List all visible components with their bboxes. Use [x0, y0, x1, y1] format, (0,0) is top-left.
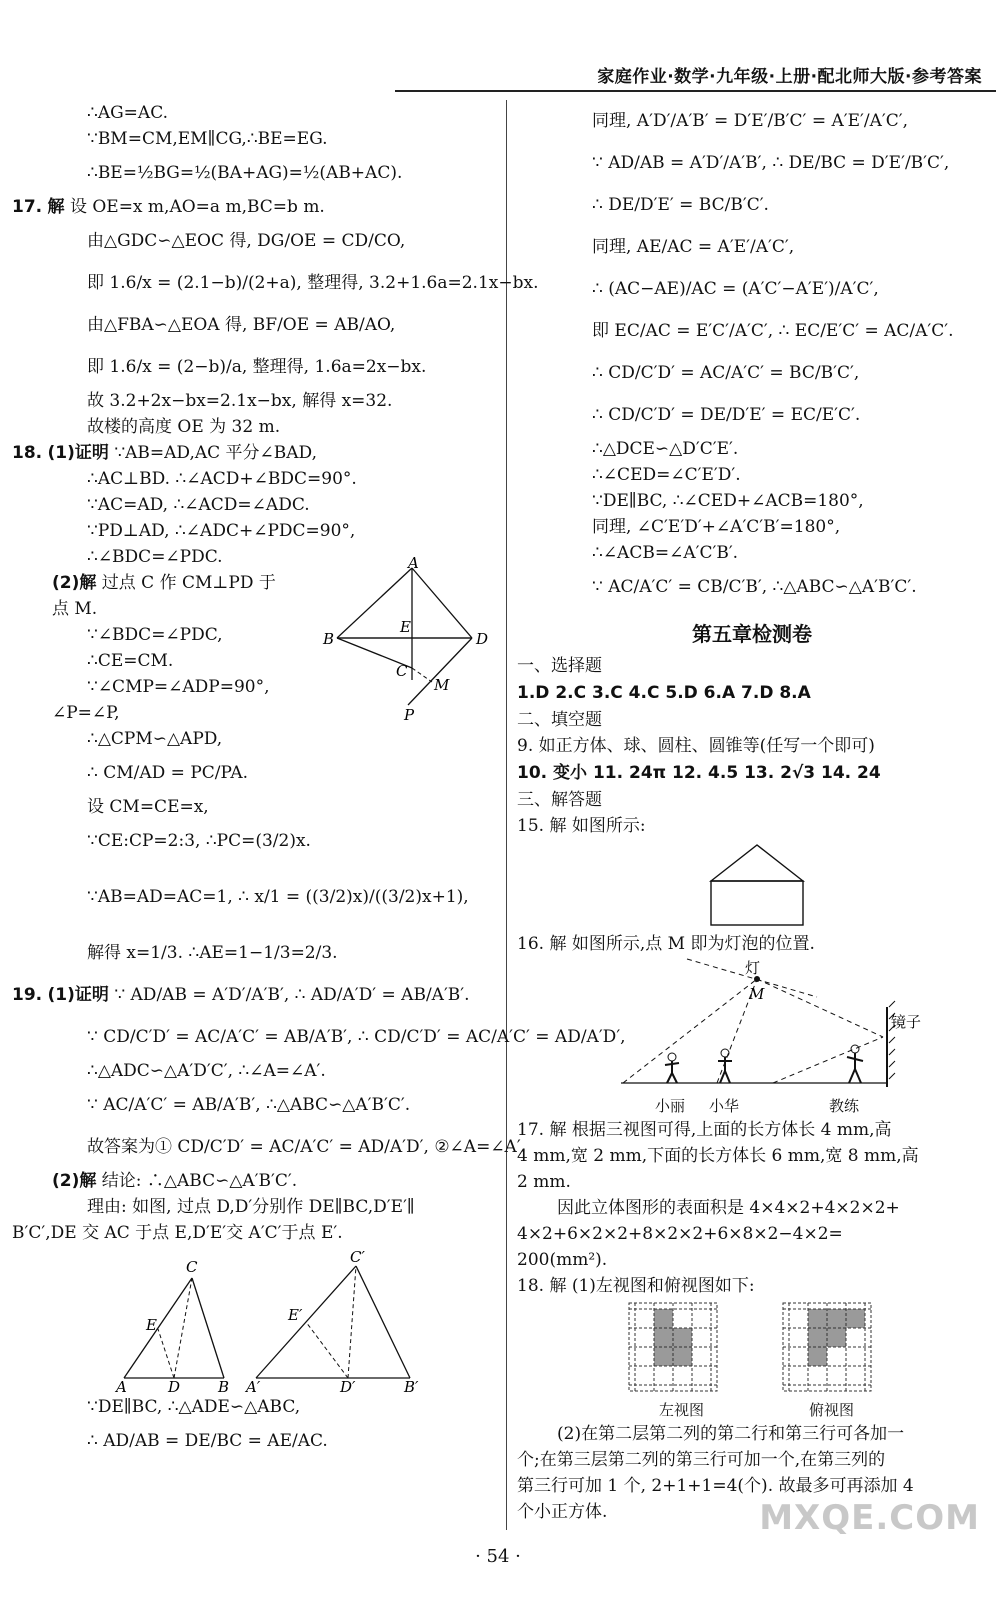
q16-mirror-label: 镜子	[891, 1013, 922, 1031]
fig-label-d-prime: D′	[340, 1378, 356, 1396]
fig-label-b: B	[323, 630, 335, 648]
watermark-logo: MXQE.COM	[759, 1498, 980, 1538]
fig-label-c-prime: C′	[350, 1248, 365, 1266]
text-line: 解得 x=1/3. ∴AE=1−1/3=2/3.	[87, 943, 338, 963]
text-line: 第三行可加 1 个, 2+1+1=4(个). 故最多可再添加 4	[517, 1476, 914, 1496]
text-line: ∵AB=AD,AC 平分∠BAD,	[114, 443, 317, 463]
grid-filled-cell	[808, 1309, 827, 1328]
fig-label-e: E	[146, 1316, 157, 1334]
q18-geometry-figure	[322, 554, 489, 724]
text-line: 由△FBA∽△EOA 得, BF/OE = AB/AO,	[87, 315, 396, 335]
text-line: ∵AB=AD=AC=1, ∴ x/1 = ((3/2)x)/((3/2)x+1),	[87, 887, 469, 907]
text-line: ∵ AC/A′C′ = AB/A′B′, ∴△ABC∽△A′B′C′.	[87, 1095, 411, 1115]
text-line: 即 EC/AC = E′C′/A′C′, ∴ EC/E′C′ = AC/A′C′.	[592, 321, 954, 341]
text-line: ∴∠BDC=∠PDC.	[87, 547, 223, 567]
text-line: ∴ CD/C′D′ = DE/D′E′ = EC/E′C′.	[592, 405, 861, 425]
q18-grid-captions	[517, 1399, 987, 1421]
right-column	[517, 100, 987, 1525]
page-header: 家庭作业·数学·九年级·上册·配北师大版·参考答案	[597, 67, 982, 87]
q16-line: 16. 解 如图所示,点 M 即为灯泡的位置.	[517, 934, 815, 954]
text-line: 200(mm²).	[517, 1250, 608, 1270]
subsection-heading: 二、填空题	[517, 710, 602, 730]
text-line: 4 mm,宽 2 mm,下面的长方体长 6 mm,宽 8 mm,高	[517, 1146, 919, 1166]
grid-filled-cell	[827, 1328, 846, 1347]
text-line: 同理, ∠C′E′D′+∠A′C′B′=180°,	[592, 517, 841, 537]
fig-label-c: C	[396, 662, 408, 680]
text-line: 设 OE=x m,AO=a m,BC=b m.	[69, 197, 325, 217]
text-line: ∴AC⊥BD. ∴∠ACD+∠BDC=90°.	[87, 469, 357, 489]
q18-number: 18.	[12, 443, 43, 463]
text-line: 同理, A′D′/A′B′ = D′E′/B′C′ = A′E′/A′C′,	[592, 111, 909, 131]
q18-header	[12, 440, 496, 466]
text-line: 即 1.6/x = (2−b)/a, 整理得, 1.6a=2x−bx.	[87, 357, 427, 377]
fig-label-a: A	[408, 554, 419, 572]
text-line: ∴ CD/C′D′ = AC/A′C′ = BC/B′C′,	[592, 363, 860, 383]
q18-line: 18. 解 (1)左视图和俯视图如下:	[517, 1276, 755, 1296]
text-line: (2)在第二层第二列的第二行和第三行可各加一	[557, 1424, 905, 1444]
fig-label-d: D	[168, 1378, 181, 1396]
grid-filled-cell	[808, 1347, 827, 1366]
q16-lamp-label: 灯	[745, 959, 761, 977]
q18-view-grids	[517, 1299, 987, 1399]
fig-label-d: D	[476, 630, 489, 648]
fig-label-b-prime: B′	[404, 1378, 419, 1396]
text-line: 因此立体图形的表面积是 4×4×2+4×2×2+	[557, 1198, 900, 1218]
text-line: ∵DE∥BC, ∴∠CED+∠ACB=180°,	[592, 491, 864, 511]
header-rule	[395, 90, 996, 92]
text-line: 17. 解 根据三视图可得,上面的长方体长 4 mm,高	[517, 1120, 892, 1140]
fig-label-e-prime: E′	[288, 1306, 303, 1324]
text-line: ∵∠BDC=∠PDC,	[87, 625, 223, 645]
text-line: ∴CE=CM.	[87, 651, 174, 671]
text-line: ∴BE=½BG=½(BA+AG)=½(AB+AC).	[87, 163, 403, 183]
q19-header	[12, 974, 496, 1016]
text-line: ∴△CPM∽△APD,	[87, 729, 223, 749]
column-divider	[506, 100, 507, 1530]
grid-filled-cell	[673, 1328, 692, 1347]
top-view-caption: 俯视图	[809, 1401, 855, 1419]
q16-m-label: M	[749, 985, 765, 1003]
text-line: ∴△ADC∽△A′D′C′, ∴∠A=∠A′.	[87, 1061, 326, 1081]
text-line: ∵∠CMP=∠ADP=90°,	[87, 677, 270, 697]
text-line: ∵AC=AD, ∴∠ACD=∠ADC.	[87, 495, 310, 515]
text-line: 4×2+6×2×2+8×2×2+6×8×2−4×2=	[517, 1224, 843, 1244]
text-line: 结论: ∴△ABC∽△A′B′C′.	[101, 1171, 298, 1191]
fig-label-c: C	[186, 1258, 198, 1276]
q17-label: 解	[47, 197, 65, 217]
text-line: ∵CE:CP=2:3, ∴PC=(3/2)x.	[87, 831, 311, 851]
fig-label-b: B	[218, 1378, 230, 1396]
fig-label-e: E	[400, 618, 411, 636]
q16-person2-label: 小华	[709, 1097, 740, 1115]
fig-label-a-prime: A′	[246, 1378, 261, 1396]
text-line: 个;在第三层第二列的第三行可加一个,在第三列的	[517, 1450, 886, 1470]
mc-answers: 1.D 2.C 3.C 4.C 5.D 6.A 7.D 8.A	[517, 683, 811, 703]
subsection-heading: 三、解答题	[517, 790, 602, 810]
text-line: 个小正方体.	[517, 1502, 608, 1522]
text-line: ∴ CM/AD = PC/PA.	[87, 763, 249, 783]
q16-person1-label: 小丽	[655, 1097, 686, 1115]
fill-answer-9: 9. 如正方体、球、圆柱、圆锥等(任写一个即可)	[517, 736, 875, 756]
text-line: 设 CM=CE=x,	[87, 797, 209, 817]
q16-person3-label: 教练	[829, 1097, 860, 1115]
grid-filled-cell	[654, 1347, 673, 1366]
q16-person-labels	[517, 1097, 987, 1117]
grid-filled-cell	[808, 1328, 827, 1347]
grid-filled-cell	[654, 1328, 673, 1347]
text-line: 故 3.2+2x−bx=2.1x−bx, 解得 x=32.	[87, 391, 393, 411]
q16-lamp-figure	[517, 957, 987, 1097]
text-line: 点 M.	[52, 599, 98, 619]
fig-label-a: A	[116, 1378, 127, 1396]
grid-filled-cell	[673, 1347, 692, 1366]
text-line: ∴ DE/D′E′ = BC/B′C′.	[592, 195, 769, 215]
text-line: 故答案为① CD/C′D′ = AC/A′C′ = AD/A′D′, ②∠A=∠A′.	[87, 1137, 527, 1157]
subsection-heading: 一、选择题	[517, 656, 602, 676]
text-line: ∴△DCE∽△D′C′E′.	[592, 439, 739, 459]
q18-part2-label: (2)解	[52, 573, 97, 593]
q19-part2	[12, 1168, 496, 1194]
text-line: ∴ (AC−AE)/AC = (A′C′−A′E′)/A′C′,	[592, 279, 879, 299]
text-line: 过点 C 作 CM⊥PD 于	[101, 573, 276, 593]
grid-filled-cell	[654, 1309, 673, 1328]
q15-line: 15. 解 如图所示:	[517, 816, 646, 836]
text-line: ∵ AC/A′C′ = CB/C′B′, ∴△ABC∽△A′B′C′.	[592, 577, 917, 597]
q18-part1-label: (1)证明	[47, 443, 109, 463]
text-line: ∵DE∥BC, ∴△ADE∽△ABC,	[87, 1397, 301, 1417]
text-line: ∴∠ACB=∠A′C′B′.	[592, 543, 739, 563]
text-line: ∵ AD/AB = A′D′/A′B′, ∴ DE/BC = D′E′/B′C′,	[592, 153, 950, 173]
text-line: 同理, AE/AC = A′E′/A′C′,	[592, 237, 795, 257]
fig-label-m: M	[434, 676, 450, 694]
text-line: ∠P=∠P,	[52, 703, 120, 723]
q17-number: 17.	[12, 197, 43, 217]
text-line: ∴AG=AC.	[87, 103, 168, 123]
left-view-caption: 左视图	[659, 1401, 705, 1419]
q17-header	[12, 194, 496, 220]
text-line: ∵ AD/AB = A′D′/A′B′, ∴ AD/A′D′ = AB/A′B′.	[114, 985, 470, 1005]
text-line: 故楼的高度 OE 为 32 m.	[87, 417, 281, 437]
fig-label-p: P	[404, 706, 415, 724]
q19-part2-label: (2)解	[52, 1171, 97, 1191]
section-title: 第五章检测卷	[692, 622, 812, 646]
q19-number: 19.	[12, 985, 43, 1005]
text-line: ∵ CD/C′D′ = AC/A′C′ = AB/A′B′, ∴ CD/C′D′ = AC/A′C′ = AD/A′D′,	[87, 1027, 626, 1047]
text-line: B′C′,DE 交 AC 于点 E,D′E′交 A′C′于点 E′.	[12, 1223, 343, 1243]
q19-part1-label: (1)证明	[47, 985, 109, 1005]
grid-filled-cell	[846, 1309, 865, 1328]
fill-answers-10-14: 10. 变小 11. 24π 12. 4.5 13. 2√3 14. 24	[517, 763, 881, 783]
page-number: · 54 ·	[475, 1546, 521, 1567]
text-line: ∴∠CED=∠C′E′D′.	[592, 465, 741, 485]
text-line: ∵PD⊥AD, ∴∠ADC+∠PDC=90°,	[87, 521, 356, 541]
text-line: ∵BM=CM,EM∥CG,∴BE=EG.	[87, 129, 328, 149]
text-line: 即 1.6/x = (2.1−b)/(2+a), 整理得, 3.2+1.6a=2.1x−bx.	[87, 273, 539, 293]
text-line: 2 mm.	[517, 1172, 571, 1192]
text-line: 由△GDC∽△EOC 得, DG/OE = CD/CO,	[87, 231, 406, 251]
text-line: 理由: 如图, 过点 D,D′分别作 DE∥BC,D′E′∥	[87, 1197, 415, 1217]
text-line: ∴ AD/AB = DE/BC = AE/AC.	[87, 1431, 328, 1451]
q15-house-figure	[517, 839, 987, 931]
q19-triangle-figures	[12, 1248, 496, 1396]
grid-filled-cell	[827, 1309, 846, 1328]
